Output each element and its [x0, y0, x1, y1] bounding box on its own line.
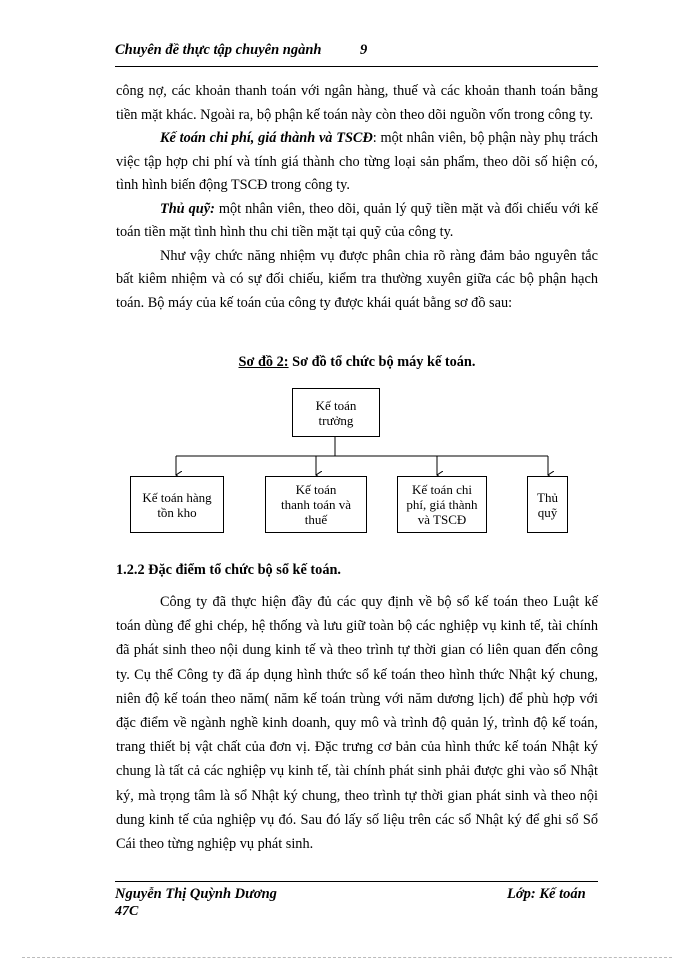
box-line: thuế: [304, 512, 328, 527]
box-payment-tax-accountant: [265, 476, 367, 533]
footer-author: Nguyễn Thị Quỳnh Dương: [115, 886, 277, 902]
box-line: trưởng: [318, 412, 354, 428]
term-cost-accountant: Kế toán chi phí, giá thành và TSCĐ: [160, 130, 373, 146]
page-break-line: [22, 957, 672, 958]
box-line: Kế toán: [295, 482, 337, 497]
box-line: thanh toán và: [280, 497, 352, 512]
box-line: và TSCĐ: [417, 512, 467, 527]
section-heading: 1.2.2 Đặc điểm tổ chức bộ sổ kế toán.: [116, 562, 342, 578]
body-text-section: [116, 590, 598, 856]
box-line: Kế toán chi: [412, 482, 472, 497]
paragraph-summary: Như vậy chức năng nhiệm vụ được phân chia rõ ràng đảm bảo nguyên tắc bất kiêm nhiệm và có sự đối chiếu, kiểm tra thường xuyên giữa các bộ phận hạch toán. Bộ máy của kế toán của công ty được khái quát bằng sơ đồ sau:: [116, 247, 598, 311]
term-cashier: Thủ quỹ:: [160, 200, 215, 217]
box-inventory-accountant: [130, 476, 224, 533]
paragraph-bookkeeping: Công ty đã thực hiện đầy đủ các quy định về bộ sổ kế toán theo Luật kế toán dùng để ghi chép, hệ thống và lưu giữ toàn bộ các nghiệp vụ kinh tế, tài chính đã phát sinh theo nội dung kinh tế và theo trình tự thời gian có liên quan đến công ty. Cụ thể Công ty đã áp dụng hình thức sổ kế toán theo hình thức Nhật ký chung, niên độ kế toán theo năm( năm kế toán trùng với năm dương lịch) để phù hợp với đặc điểm về ngành nghề kinh doanh, quy mô và trình độ quản lý, trình độ kế toán, trang thiết bị vật chất của đơn vị. Đặc trưng cơ bản của hình thức kế toán Nhật ký chung là tất cả các nghiệp vụ kinh tế, tài chính phát sinh phải được ghi vào sổ Nhật ký, mà trọng tâm là sổ Nhật ký chung, theo trình tự thời gian phát sinh và theo nội dung kinh tế của nghiệp vụ đó. Sau đó lấy số liệu trên các sổ Nhật ký để ghi sổ Sổ Cái theo từng nghiệp vụ phát sinh.: [116, 594, 598, 853]
box-line: Kế toán: [315, 397, 357, 413]
diagram-caption-text: Sơ đồ tổ chức bộ máy kế toán.: [288, 354, 476, 370]
description-cost-accountant: : một nhân viên, bộ phận này phụ trách việc tập hợp chi phí và tính giá thành cho từng loại sản phẩm, theo dõi số hiện có, tình hình biến động TSCĐ trong công ty.: [116, 130, 598, 193]
description-cashier: một nhân viên, theo dõi, quản lý quỹ tiền mặt và đối chiếu với kế toán tiền mặt tình hình thu chi tiền mặt tại quỹ của công ty.: [116, 200, 598, 240]
footer-rule: [115, 881, 598, 882]
document-title: Chuyên đề thực tập chuyên ngành: [115, 42, 322, 58]
diagram-caption-label: Sơ đồ 2:: [238, 354, 289, 370]
box-line: tồn kho: [157, 504, 197, 520]
page-number: 9: [360, 42, 368, 58]
footer-class-sub: 47C: [115, 904, 139, 919]
box-cost-accountant: [397, 476, 487, 533]
box-line: phí, giá thành: [406, 497, 478, 512]
paragraph-continued: công nợ, các khoản thanh toán với ngân hàng, thuế và các khoản thanh toán bằng tiền mặt khác. Ngoài ra, bộ phận kế toán này còn theo dõi nguồn vốn trong công ty.: [116, 83, 598, 123]
box-chief-accountant: [292, 388, 380, 437]
box-cashier: [527, 476, 568, 533]
box-line: quỹ: [537, 504, 558, 520]
box-line: Thủ: [537, 489, 558, 505]
box-line: Kế toán hàng: [142, 489, 212, 505]
footer-class: Lớp: Kế toán: [507, 886, 586, 902]
